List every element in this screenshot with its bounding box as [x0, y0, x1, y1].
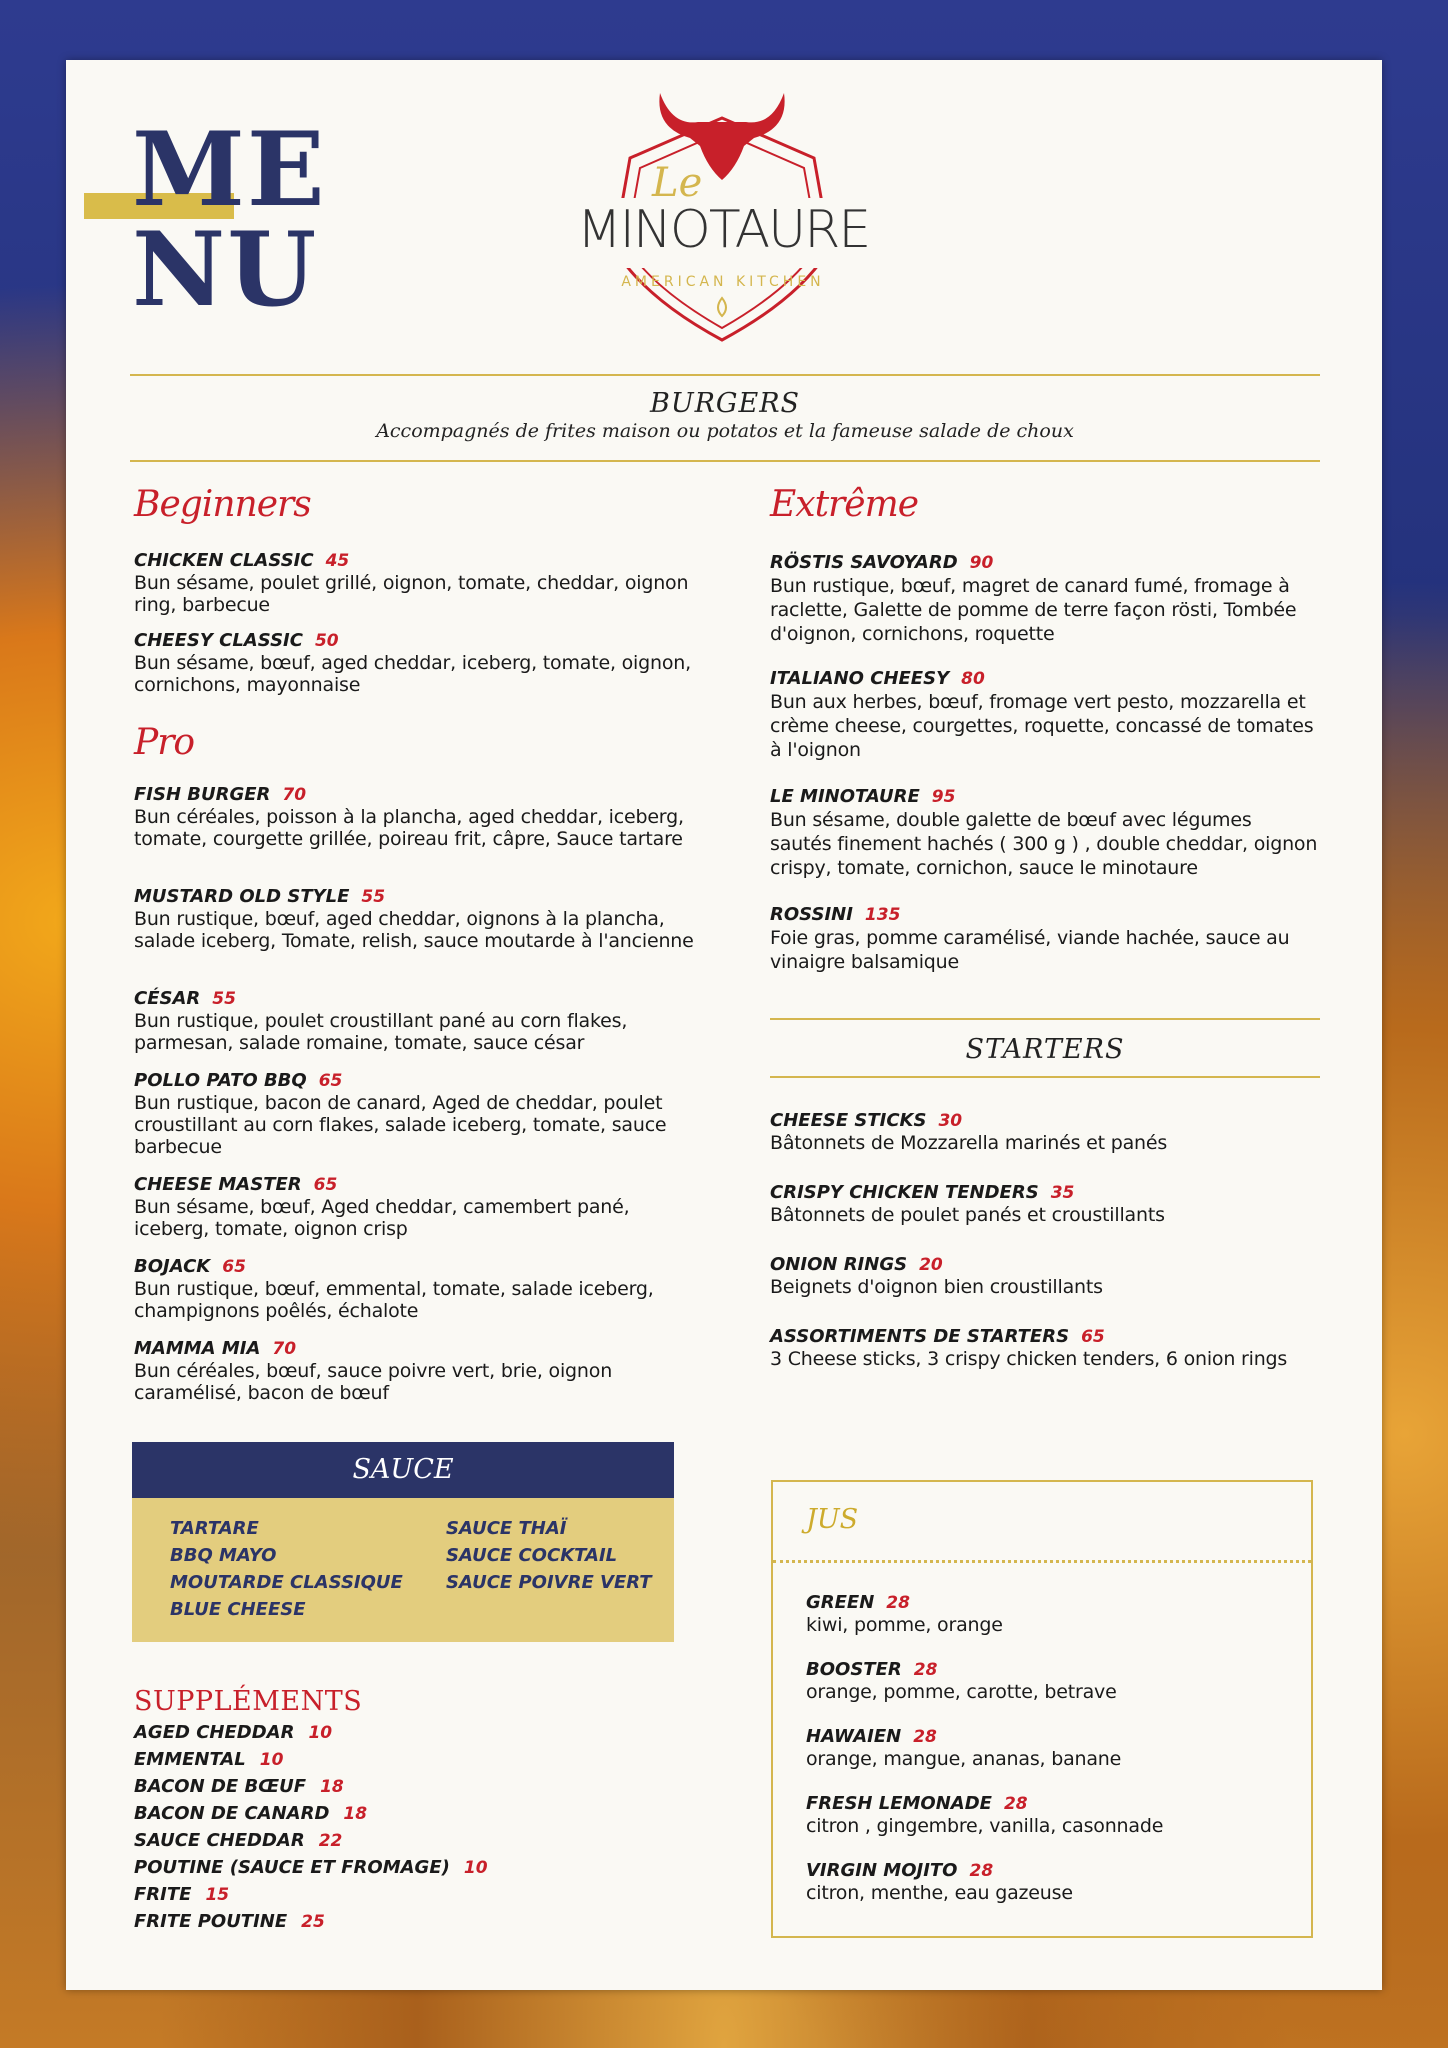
item-price: 135: [864, 905, 901, 925]
supplement-price: 25: [301, 1912, 325, 1932]
item-desc: Bun céréales, bœuf, sauce poivre vert, brie, oignon caramélisé, bacon de bœuf: [134, 1360, 613, 1404]
menu-item: [806, 1726, 1296, 1770]
menu-item: [134, 630, 694, 696]
item-desc: Bun rustique, bacon de canard, Aged de cheddar, poulet croustillant au corn flakes, salade iceberg, tomate, sauce barbecue: [134, 1092, 667, 1158]
menu-item: [770, 1110, 1318, 1154]
item-price: 55: [361, 887, 386, 907]
pro-title: Pro: [134, 722, 195, 763]
item-desc: Bun sésame, bœuf, Aged cheddar, camembert pané, iceberg, tomate, oignon crisp: [134, 1196, 630, 1240]
item-name: MAMMA MIA: [134, 1338, 261, 1359]
supplement-row: [134, 1776, 344, 1797]
supplement-price: 15: [205, 1885, 230, 1905]
item-price: 28: [913, 1727, 937, 1747]
menu-item: [806, 1659, 1296, 1703]
item-desc: 3 Cheese sticks, 3 crispy chicken tenders, 6 onion rings: [770, 1348, 1288, 1370]
sauce-item: BBQ MAYO: [170, 1545, 277, 1566]
item-name: CHICKEN CLASSIC: [134, 550, 314, 571]
item-name: ROSSINI: [770, 904, 853, 925]
supplement-price: 10: [308, 1723, 333, 1743]
sauce-item: SAUCE THAÏ: [446, 1518, 567, 1539]
item-name: ITALIANO CHEESY: [770, 668, 950, 689]
menu-word-2: NU: [132, 210, 319, 330]
rule-starters-top: [770, 1018, 1320, 1020]
item-desc: Bun aux herbes, bœuf, fromage vert pesto, mozzarella et crème cheese, courgettes, roquette, concassé de tomates à l'oignon: [770, 691, 1314, 761]
item-price: 28: [886, 1593, 910, 1613]
item-price: 80: [961, 669, 985, 689]
item-desc: Bun sésame, poulet grillé, oignon, tomate, cheddar, oignon ring, barbecue: [134, 572, 689, 616]
supplement-name: BACON DE CANARD: [134, 1803, 330, 1824]
jus-dotted-rule: [773, 1560, 1311, 1563]
item-desc: citron, menthe, eau gazeuse: [806, 1882, 1073, 1904]
menu-item: [134, 886, 694, 952]
item-price: 65: [313, 1175, 338, 1195]
item-price: 55: [212, 989, 236, 1009]
item-name: CHEESE STICKS: [770, 1110, 927, 1131]
supplement-row: [134, 1884, 229, 1905]
supplement-name: EMMENTAL: [134, 1749, 246, 1770]
item-desc: Bun sésame, double galette de bœuf avec légumes sautés finement hachés ( 300 g ) , double cheddar, oignon crispy, tomate, cornichon, sauce le minotaure: [770, 809, 1318, 879]
burgers-title: BURGERS: [649, 388, 801, 419]
menu-item: [770, 786, 1318, 880]
supplement-price: 18: [343, 1804, 368, 1824]
extreme-title: Extrême: [770, 484, 919, 525]
menu-item: [770, 1254, 1318, 1298]
item-price: 70: [282, 785, 307, 805]
menu-item: [134, 1174, 694, 1240]
item-name: HAWAIEN: [806, 1726, 902, 1747]
item-desc: citron , gingembre, vanilla, casonnade: [806, 1815, 1164, 1837]
item-name: FISH BURGER: [134, 784, 271, 805]
supplement-name: POUTINE (SAUCE ET FROMAGE): [134, 1857, 450, 1878]
supplement-name: BACON DE BŒUF: [134, 1776, 307, 1797]
item-name: RÖSTIS SAVOYARD: [770, 552, 958, 573]
item-name: BOJACK: [134, 1256, 211, 1277]
supplement-row: [134, 1857, 488, 1878]
sauce-item: TARTARE: [170, 1518, 259, 1539]
item-price: 28: [913, 1660, 938, 1680]
menu-wordmark: [132, 110, 327, 330]
menu-item: [770, 1326, 1318, 1370]
item-name: CHEESE MASTER: [134, 1174, 302, 1195]
logo-tagline: AMERICAN KITCHEN: [621, 274, 825, 290]
item-desc: Bun céréales, poisson à la plancha, aged cheddar, iceberg, tomate, courgette grillée, poireau frit, câpre, Sauce tartare: [134, 806, 684, 850]
supplement-row: [134, 1722, 332, 1743]
item-price: 65: [1081, 1327, 1105, 1347]
item-desc: Bun rustique, bœuf, emmental, tomate, salade iceberg, champignons poêlés, échalote: [134, 1278, 654, 1322]
beginners-title: Beginners: [134, 484, 311, 525]
item-price: 30: [938, 1111, 963, 1131]
item-price: 45: [325, 551, 350, 571]
supplement-price: 18: [320, 1777, 344, 1797]
item-name: CÉSAR: [134, 988, 201, 1009]
logo-name: MINOTAURE: [576, 200, 870, 260]
item-price: 28: [969, 1861, 994, 1881]
burgers-subtitle: Accompagnés de frites maison ou potatos et la fameuse salade de choux: [376, 420, 1074, 442]
menu-item: [806, 1793, 1296, 1837]
item-price: 90: [969, 553, 994, 573]
item-desc: Bâtonnets de poulet panés et croustillants: [770, 1204, 1165, 1226]
item-price: 50: [314, 631, 339, 651]
menu-item: [770, 668, 1318, 762]
menu-item: [134, 1338, 694, 1404]
item-name: ASSORTIMENTS DE STARTERS: [770, 1326, 1070, 1347]
item-name: BOOSTER: [806, 1659, 902, 1680]
item-name: GREEN: [806, 1592, 875, 1613]
rule-below-burgers: [130, 460, 1320, 462]
minotaure-logo: [550, 88, 895, 348]
starters-title: STARTERS: [965, 1034, 1125, 1065]
item-name: FRESH LEMONADE: [806, 1793, 992, 1814]
item-name: VIRGIN MOJITO: [806, 1860, 958, 1881]
item-desc: Bun rustique, bœuf, aged cheddar, oignons à la plancha, salade iceberg, Tomate, relish, sauce moutarde à l'ancienne: [134, 908, 694, 952]
supplement-price: 22: [318, 1831, 343, 1851]
item-desc: Bun sésame, bœuf, aged cheddar, iceberg, tomate, oignon, cornichons, mayonnaise: [134, 652, 691, 696]
menu-item: [134, 550, 694, 616]
menu-item: [134, 1070, 694, 1158]
sauce-item: BLUE CHEESE: [170, 1599, 306, 1620]
item-price: 20: [919, 1255, 943, 1275]
item-name: CRISPY CHICKEN TENDERS: [770, 1182, 1039, 1203]
item-desc: orange, mangue, ananas, banane: [806, 1748, 1122, 1770]
item-name: POLLO PATO BBQ: [134, 1070, 307, 1091]
menu-item: [134, 988, 694, 1054]
supplement-row: [134, 1803, 367, 1824]
item-desc: Bun rustique, bœuf, magret de canard fumé, fromage à raclette, Galette de pomme de terre façon rösti, Tombée d'oignon, cornichons, roquette: [770, 575, 1297, 645]
logo-le: Le: [652, 160, 703, 206]
supplement-row: [134, 1749, 283, 1770]
sauce-item: SAUCE POIVRE VERT: [446, 1572, 652, 1593]
item-name: ONION RINGS: [770, 1254, 908, 1275]
item-desc: Bun rustique, poulet croustillant pané au corn flakes, parmesan, salade romaine, tomate, sauce césar: [134, 1010, 628, 1054]
menu-item: [770, 1182, 1318, 1226]
item-price: 65: [222, 1257, 246, 1277]
menu-item: [770, 552, 1318, 646]
sauce-item: SAUCE COCKTAIL: [446, 1545, 618, 1566]
item-desc: Foie gras, pomme caramélisé, viande hachée, sauce au vinaigre balsamique: [770, 927, 1290, 973]
supplement-row: [134, 1911, 325, 1932]
supplement-name: FRITE: [134, 1884, 192, 1905]
menu-item: [770, 904, 1318, 974]
sauce-title: SAUCE: [132, 1442, 674, 1498]
item-price: 28: [1003, 1794, 1028, 1814]
menu-item: [134, 784, 694, 850]
item-desc: Beignets d'oignon bien croustillants: [770, 1276, 1103, 1298]
item-price: 65: [318, 1071, 343, 1091]
item-desc: kiwi, pomme, orange: [806, 1614, 1003, 1636]
supplement-name: FRITE POUTINE: [134, 1911, 288, 1932]
supplements-title: SUPPLÉMENTS: [134, 1686, 363, 1717]
menu-word-1: ME: [132, 110, 327, 230]
supplement-name: AGED CHEDDAR: [134, 1722, 295, 1743]
item-name: MUSTARD OLD STYLE: [134, 886, 350, 907]
rule-top: [130, 374, 1320, 376]
supplement-price: 10: [463, 1858, 488, 1878]
rule-starters-bottom: [770, 1076, 1320, 1078]
jus-title: JUS: [806, 1504, 859, 1535]
item-name: CHEESY CLASSIC: [134, 630, 303, 651]
sauce-item: MOUTARDE CLASSIQUE: [170, 1572, 403, 1593]
supplement-row: [134, 1830, 342, 1851]
item-price: 35: [1050, 1183, 1075, 1203]
menu-item: [806, 1592, 1296, 1636]
supplement-name: SAUCE CHEDDAR: [134, 1830, 305, 1851]
item-desc: Bâtonnets de Mozzarella marinés et panés: [770, 1132, 1168, 1154]
item-price: 95: [931, 787, 956, 807]
item-price: 70: [272, 1339, 297, 1359]
supplement-price: 10: [259, 1750, 284, 1770]
menu-item: [134, 1256, 694, 1322]
item-desc: orange, pomme, carotte, betrave: [806, 1681, 1117, 1703]
item-name: LE MINOTAURE: [770, 786, 920, 807]
menu-item: [806, 1860, 1296, 1904]
